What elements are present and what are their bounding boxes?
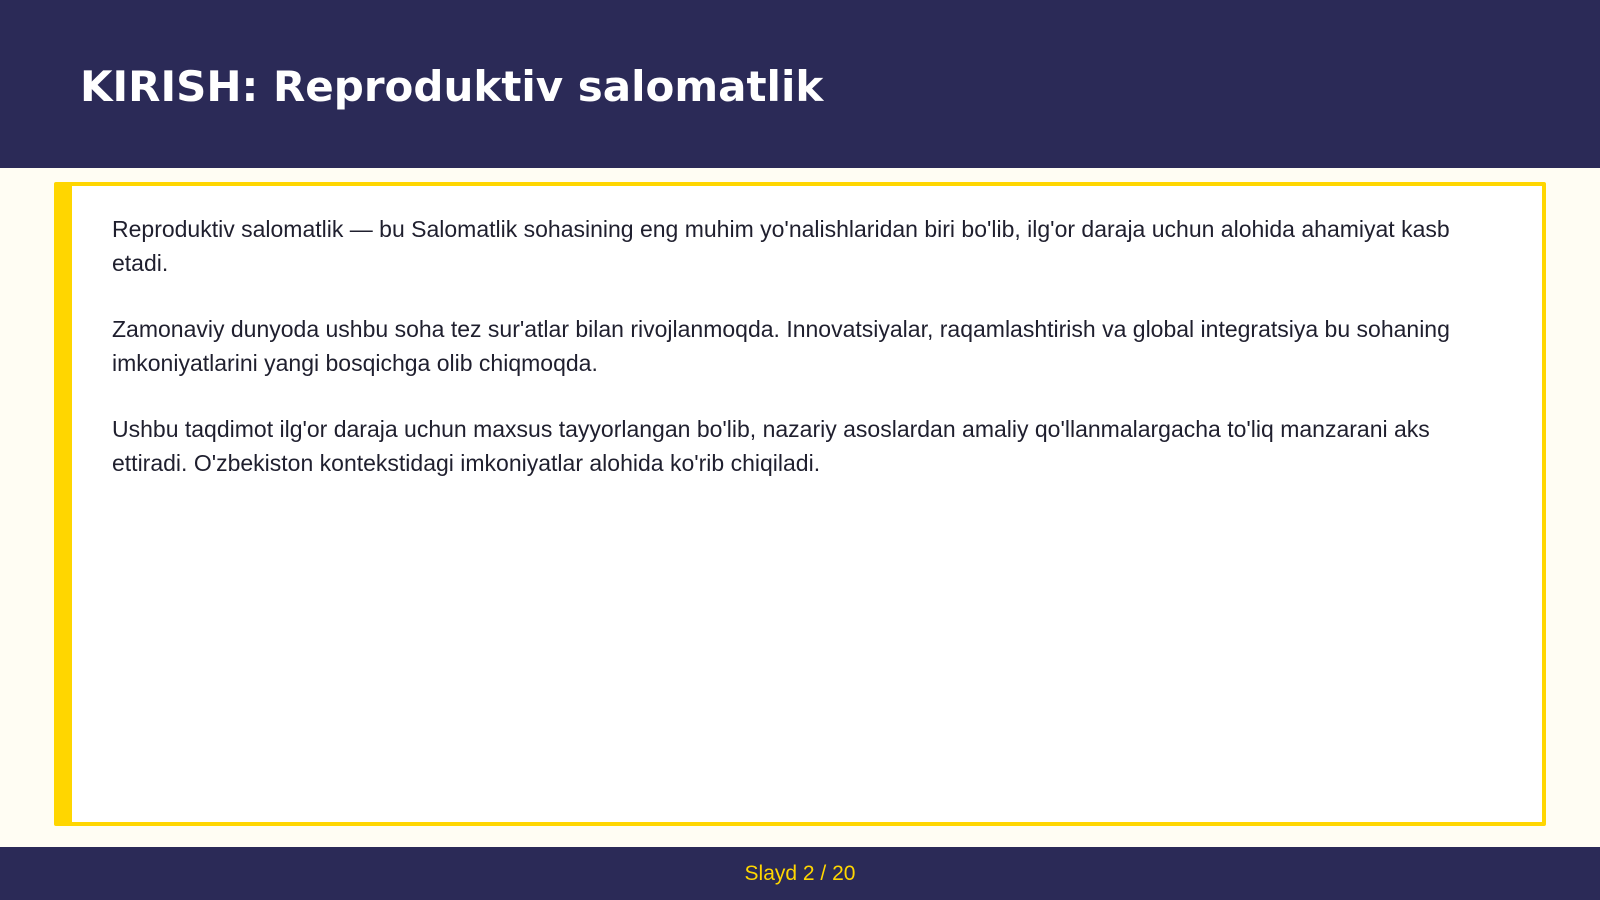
content-body [112,212,1482,512]
slide-footer [0,847,1600,900]
content-card [54,182,1546,826]
slide-counter: Slayd 2 / 20 [744,861,856,885]
intro-paragraph-1: Reproduktiv salomatlik — bu Salomatlik sohasining eng muhim yo'nalishlaridan biri bo'lib, ilg'or daraja uchun alohida ahamiyat kasb etadi. [112,216,1450,276]
slide-header [0,0,1600,168]
intro-paragraph-3: Ushbu taqdimot ilg'or daraja uchun maxsus tayyorlangan bo'lib, nazariy asoslardan amaliy qo'llanmalargacha to'liq manzarani aks ettiradi. O'zbekiston kontekstidagi imkoniyatlar alohida ko'rib chiqiladi. [112,416,1430,476]
intro-paragraph-2: Zamonaviy dunyoda ushbu soha tez sur'atlar bilan rivojlanmoqda. Innovatsiyalar, raqamlashtirish va global integratsiya bu sohaning imkoniyatlarini yangi bosqichga olib chiqmoqda. [112,316,1450,376]
slide-title: KIRISH: Reproduktiv salomatlik [80,62,824,111]
